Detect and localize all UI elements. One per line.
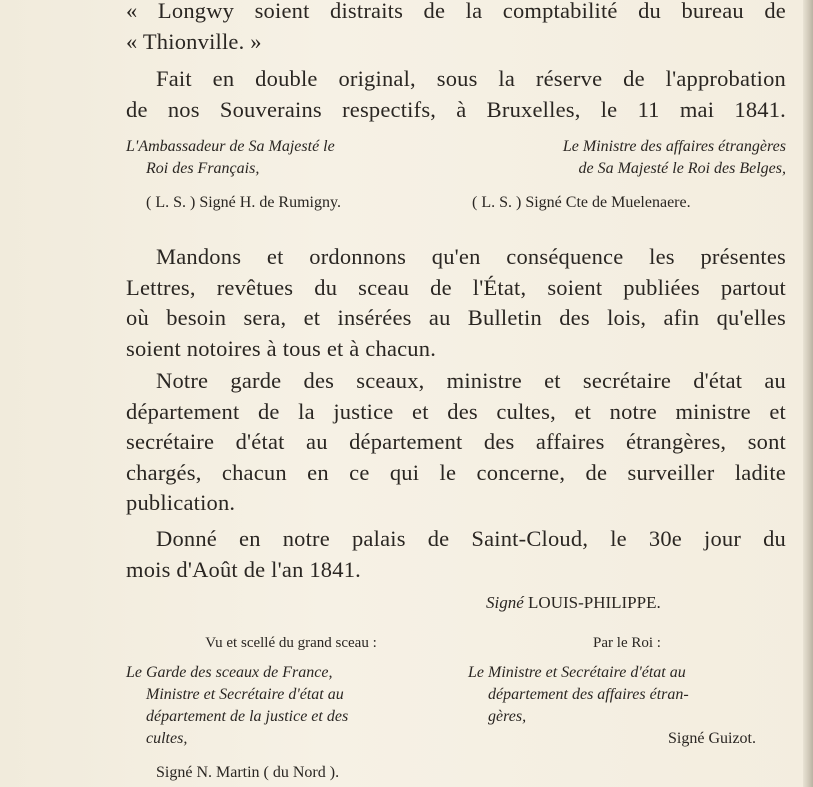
countersign-title: Ministre et Secrétaire d'état au xyxy=(146,686,344,703)
countersign-title: département de la justice et des xyxy=(146,708,349,725)
donne-paragraph xyxy=(126,524,786,585)
text-line: soient notoires à tous et à chacun. xyxy=(126,335,437,361)
text-line: mois d'Août de l'an 1841. xyxy=(126,556,361,582)
right-countersign xyxy=(468,632,786,750)
quoted-text xyxy=(126,0,786,57)
left-countersign xyxy=(126,632,456,750)
text-line: « Longwy soient distraits de la comptabilité du bureau de xyxy=(126,0,786,23)
countersign-title: Le Ministre et Secrétaire d'état au xyxy=(468,664,686,681)
signatory-title: de Sa Majesté le Roi des Belges, xyxy=(578,160,786,177)
mandons-paragraph xyxy=(126,242,786,364)
left-signatory xyxy=(126,136,456,180)
text-line: secrétaire d'état au département des affaires étrangères, sont xyxy=(126,429,786,454)
countersign-title: cultes, xyxy=(146,730,188,747)
king-signature xyxy=(486,592,661,614)
guizot-signature: Signé Guizot. xyxy=(668,730,756,747)
text-line: de nos Souverains respectifs, à Bruxelles, le 11 mai 1841. xyxy=(126,96,786,122)
page-edge xyxy=(803,0,813,787)
column-heading: Vu et scellé du grand sceau : xyxy=(205,635,377,651)
garde-paragraph xyxy=(126,366,786,519)
text-line: publication. xyxy=(126,490,236,515)
countersign-title: gères, xyxy=(488,708,527,725)
text-line: Lettres, revêtues du sceau de l'État, soient publiées partout xyxy=(126,274,786,300)
signe-label: Signé xyxy=(486,593,524,612)
text-line: où besoin sera, et insérées au Bulletin des lois, afin qu'elles xyxy=(126,305,786,330)
fait-paragraph xyxy=(126,64,786,125)
signatory-title: Roi des Français, xyxy=(146,160,260,177)
text-line: Donné en notre palais de Saint-Cloud, le 30e jour du xyxy=(156,526,786,551)
signatory-title: L'Ambassadeur de Sa Majesté le xyxy=(126,138,335,155)
left-signature: ( L. S. ) Signé H. de Rumigny. xyxy=(146,194,341,211)
text-line: département de la justice et des cultes, et notre ministre et xyxy=(126,398,786,424)
treaty-signatures xyxy=(126,192,786,216)
signatory-title: Le Ministre des affaires étrangères xyxy=(562,138,786,155)
right-signature: ( L. S. ) Signé Cte de Muelenaere. xyxy=(472,194,691,211)
text-line: Notre garde des sceaux, ministre et secrétaire d'état au xyxy=(156,368,786,393)
countersignatures xyxy=(126,632,786,752)
martin-signature: Signé N. Martin ( du Nord ). xyxy=(156,764,340,781)
text-line: Fait en double original, sous la réserve de l'approbation xyxy=(156,66,786,91)
countersign-title: département des affaires étran- xyxy=(488,686,689,703)
right-signatory xyxy=(468,136,786,180)
text-line: Mandons et ordonnons qu'en conséquence les présentes xyxy=(156,244,786,269)
king-name: LOUIS-PHILIPPE. xyxy=(528,593,661,612)
countersign-title: Le Garde des sceaux de France, xyxy=(126,664,333,681)
column-heading: Par le Roi : xyxy=(593,635,661,651)
text-line: « Thionville. » xyxy=(126,28,262,54)
text-line: chargés, chacun en ce qui le concerne, de surveiller ladite xyxy=(126,459,786,485)
